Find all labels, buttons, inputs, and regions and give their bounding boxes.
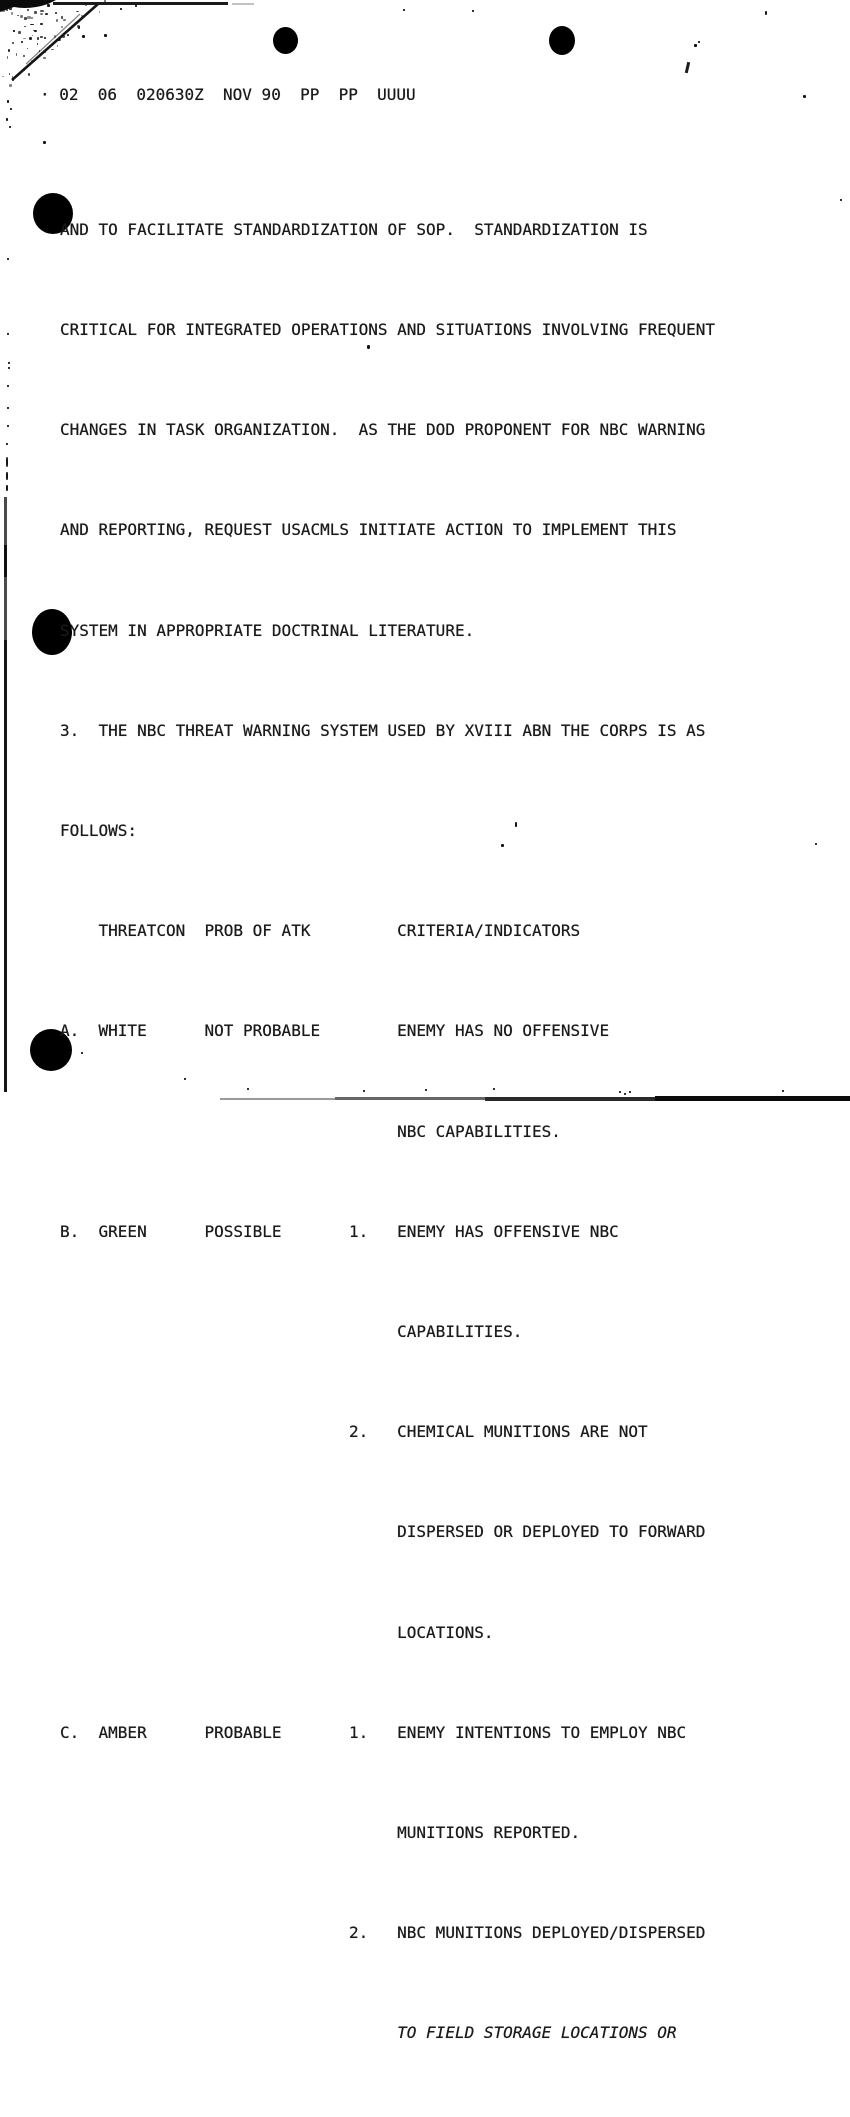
corner-noise-speck [34,11,37,14]
corner-noise-speck [61,16,62,19]
scan-speck [840,199,842,201]
table-line: DISPERSED OR DEPLOYED TO FORWARD [60,1522,706,1542]
corner-noise-speck [56,19,58,22]
corner-noise-speck [11,12,13,15]
corner-noise-speck [12,76,13,79]
corner-noise-speck [37,37,39,40]
scan-speck [6,485,8,491]
corner-noise-speck [17,15,19,16]
corner-noise-speck [12,42,15,44]
corner-noise-speck [29,37,32,40]
black-dot-top-right [549,26,575,55]
corner-noise-speck [16,53,18,56]
corner-noise-speck [51,49,54,50]
corner-noise-speck [8,49,10,52]
corner-noise-speck [9,73,10,75]
paragraph-line: FOLLOWS: [60,821,138,841]
scan-speck [7,333,9,335]
corner-noise-speck [32,35,33,37]
table-line: LOCATIONS. [60,1622,494,1642]
corner-noise-speck [2,76,4,78]
corner-noise-speck [44,37,47,39]
corner-noise-speck [70,29,71,30]
corner-noise-speck [20,15,23,18]
corner-noise-speck [63,19,66,21]
corner-noise-speck [37,43,39,45]
scan-speck [6,472,8,480]
scan-speck [472,10,474,12]
document-body [60,146,715,2117]
corner-noise-speck [59,38,61,41]
corner-noise-speck [34,30,37,32]
corner-noise-speck [31,17,33,20]
corner-noise-speck [30,24,33,26]
scan-speck [8,362,10,364]
corner-noise-speck [2,10,5,12]
corner-noise-speck [43,57,46,60]
corner-noise-speck [43,52,46,53]
corner-noise-specks [0,0,240,140]
corner-noise-speck [40,23,43,25]
table-line-row-c: C. AMBER PROBABLE 1. ENEMY INTENTIONS TO EMPLOY NBC [60,1722,687,1742]
scan-speck [8,367,10,369]
corner-noise-speck [40,13,43,15]
black-dot-top-left [273,27,298,54]
stray-slash-mark [685,62,690,73]
scan-left-edge-line-lower [4,640,8,1092]
corner-noise-speck [76,11,79,12]
scan-speck [782,1090,784,1092]
routing-header-line: · 02 06 020630Z NOV 90 PP PP UUUU [40,85,416,104]
scan-speck [698,41,700,43]
scan-speck [7,425,9,427]
corner-noise-speck [54,35,56,38]
corner-noise-speck [81,15,83,17]
paragraph-line: 3. THE NBC THREAT WARNING SYSTEM USED BY XVIII ABN THE CORPS IS AS [60,720,706,740]
corner-noise-speck [24,17,27,20]
scan-speck [43,141,46,144]
corner-noise-speck [9,8,11,9]
paragraph-line: CHANGES IN TASK ORGANIZATION. AS THE DOD PROPONENT FOR NBC WARNING [60,420,706,440]
scan-speck [694,44,697,47]
paragraph-line: AND TO FACILITATE STANDARDIZATION OF SOP. STANDARDIZATION IS [60,219,648,239]
corner-noise-speck [6,9,8,12]
table-line: TO FIELD STORAGE LOCATIONS OR [60,2023,677,2043]
corner-noise-speck [27,9,29,12]
corner-noise-speck [23,68,25,71]
corner-noise-speck [47,4,50,7]
corner-noise-speck [55,12,57,14]
corner-noise-speck [21,41,23,44]
scan-left-edge-line-dark [4,545,7,577]
scan-speck [7,258,9,260]
corner-noise-speck [23,55,25,57]
corner-noise-speck [28,73,31,76]
corner-noise-speck [31,60,34,62]
corner-noise-speck [62,35,64,38]
table-line-row-a: A. WHITE NOT PROBABLE ENEMY HAS NO OFFENSIVE [60,1021,610,1041]
corner-noise-speck [27,16,30,19]
table-line: CAPABILITIES. [60,1322,523,1342]
corner-noise-speck [9,84,12,87]
corner-noise-speck [20,72,22,73]
scan-speck [7,407,9,409]
table-line: NBC CAPABILITIES. [60,1121,561,1141]
table-line: 2. NBC MUNITIONS DEPLOYED/DISPERSED [60,1923,706,1943]
scan-top-edge-line-tail [232,3,254,5]
table-line: 2. CHEMICAL MUNITIONS ARE NOT [60,1422,648,1442]
corner-noise-speck [57,45,58,47]
scan-speck [765,11,767,15]
corner-noise-speck [40,36,43,39]
corner-noise-speck [27,48,28,49]
table-header-line: THREATCON PROB OF ATK CRITERIA/INDICATORS [60,921,581,941]
scan-speck [815,843,817,845]
corner-noise-speck [67,34,69,36]
corner-noise-speck [23,38,26,39]
scan-speck [7,385,9,387]
scan-speck [803,95,806,98]
paragraph-line: SYSTEM IN APPROPRIATE DOCTRINAL LITERATURE. [60,620,475,640]
corner-noise-speck [31,5,32,7]
corner-noise-speck [13,30,15,32]
scan-speck [6,443,8,445]
paragraph-line: CRITICAL FOR INTEGRATED OPERATIONS AND SITUATIONS INVOLVING FREQUENT [60,320,716,340]
corner-noise-speck [99,11,101,13]
table-line: MUNITIONS REPORTED. [60,1823,581,1843]
corner-noise-speck [24,26,26,27]
corner-noise-speck [45,13,48,15]
corner-noise-speck [78,26,80,29]
corner-noise-speck [23,4,25,5]
corner-noise-speck [18,31,21,34]
corner-noise-speck [61,26,63,29]
table-line-row-b: B. GREEN POSSIBLE 1. ENEMY HAS OFFENSIVE NBC [60,1221,619,1241]
corner-noise-speck [7,56,8,59]
scan-top-edge-line [53,2,228,5]
scan-speck [403,9,405,11]
corner-noise-speck [12,80,14,82]
scan-speck [6,457,8,467]
paragraph-line: AND REPORTING, REQUEST USACMLS INITIATE ACTION TO IMPLEMENT THIS [60,520,677,540]
corner-noise [0,0,240,140]
corner-noise-speck [40,10,43,12]
corner-noise-speck [39,50,40,52]
